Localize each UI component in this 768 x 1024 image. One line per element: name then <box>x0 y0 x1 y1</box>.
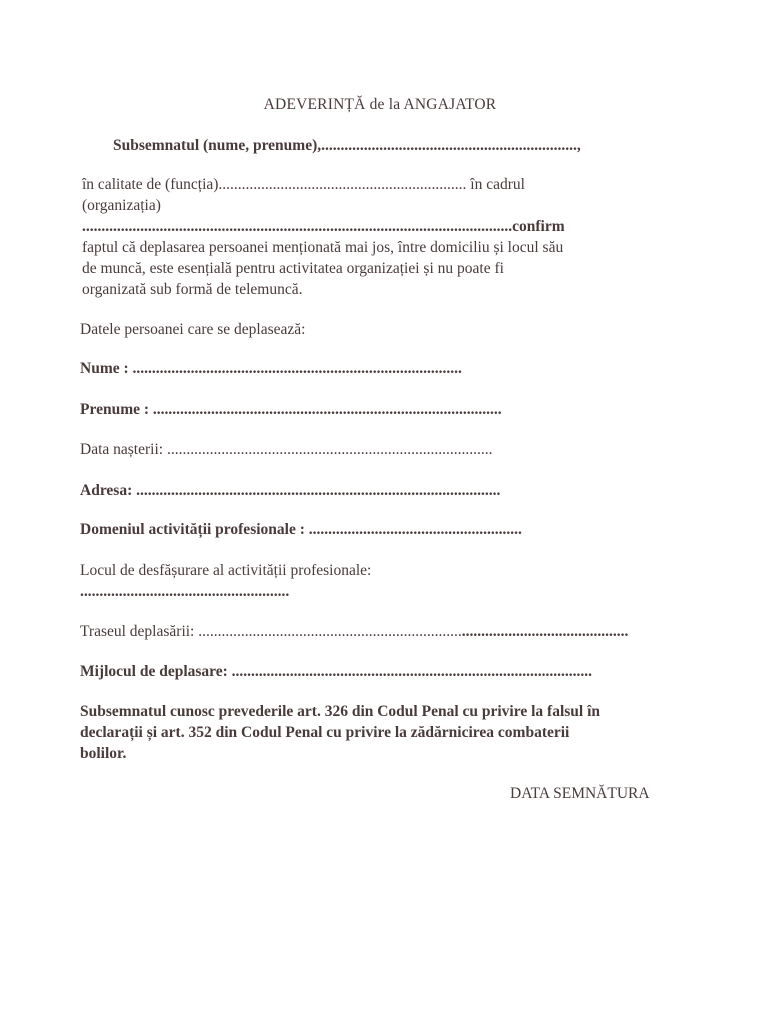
traseul-dots-bold: ........................................... <box>461 623 629 640</box>
intro-line-5: faptul că deplasarea persoanei menționată mai jos, între domiciliu și locul său <box>82 239 564 256</box>
footer-date-signature: DATA SEMNĂTURA <box>510 785 650 802</box>
intro-line-7: organizată sub formă de telemuncă. <box>82 281 303 298</box>
field-prenume: Prenume : .......................................................................................... <box>80 401 502 418</box>
intro-line-2: în calitate de (funcția)................................................................ în cadrul <box>82 176 525 193</box>
field-nume: Nume : ..................................................................................... <box>80 360 462 377</box>
person-heading: Datele persoanei care se deplasează: <box>80 321 306 338</box>
statement-line-2: declarații și art. 352 din Codul Penal cu privire la zădărnicirea combaterii <box>80 724 570 741</box>
document-title: ADEVERINȚĂ de la ANGAJATOR <box>263 96 497 113</box>
field-locul-dots: ...................................................... <box>80 583 290 600</box>
field-adresa: Adresa: .............................................................................................. <box>80 482 501 499</box>
field-mijlocul: Mijlocul de deplasare: ............................................................................................. <box>80 663 593 680</box>
intro-line-3: (organizația) <box>82 197 161 214</box>
traseul-dots-light: .................................................................... <box>198 623 462 640</box>
field-traseul <box>80 622 628 642</box>
intro-line-4: ...............................................................................................................confirm <box>82 218 565 235</box>
intro-line-1: Subsemnatul (nume, prenume),.................................................................., <box>113 137 581 154</box>
statement-line-3: bolilor. <box>80 745 127 762</box>
field-domeniul: Domeniul activității profesionale : ....................................................... <box>80 521 522 538</box>
intro-line-6: de muncă, este esențială pentru activitatea organizației și nu poate fi <box>82 260 504 277</box>
field-locul-label: Locul de desfășurare al activității profesionale: <box>80 562 372 579</box>
statement-line-1: Subsemnatul cunosc prevederile art. 326 din Codul Penal cu privire la falsul în <box>80 703 601 720</box>
traseul-label: Traseul deplasării: <box>80 623 199 640</box>
field-data-nasterii: Data nașterii: .................................................................................... <box>80 441 493 458</box>
